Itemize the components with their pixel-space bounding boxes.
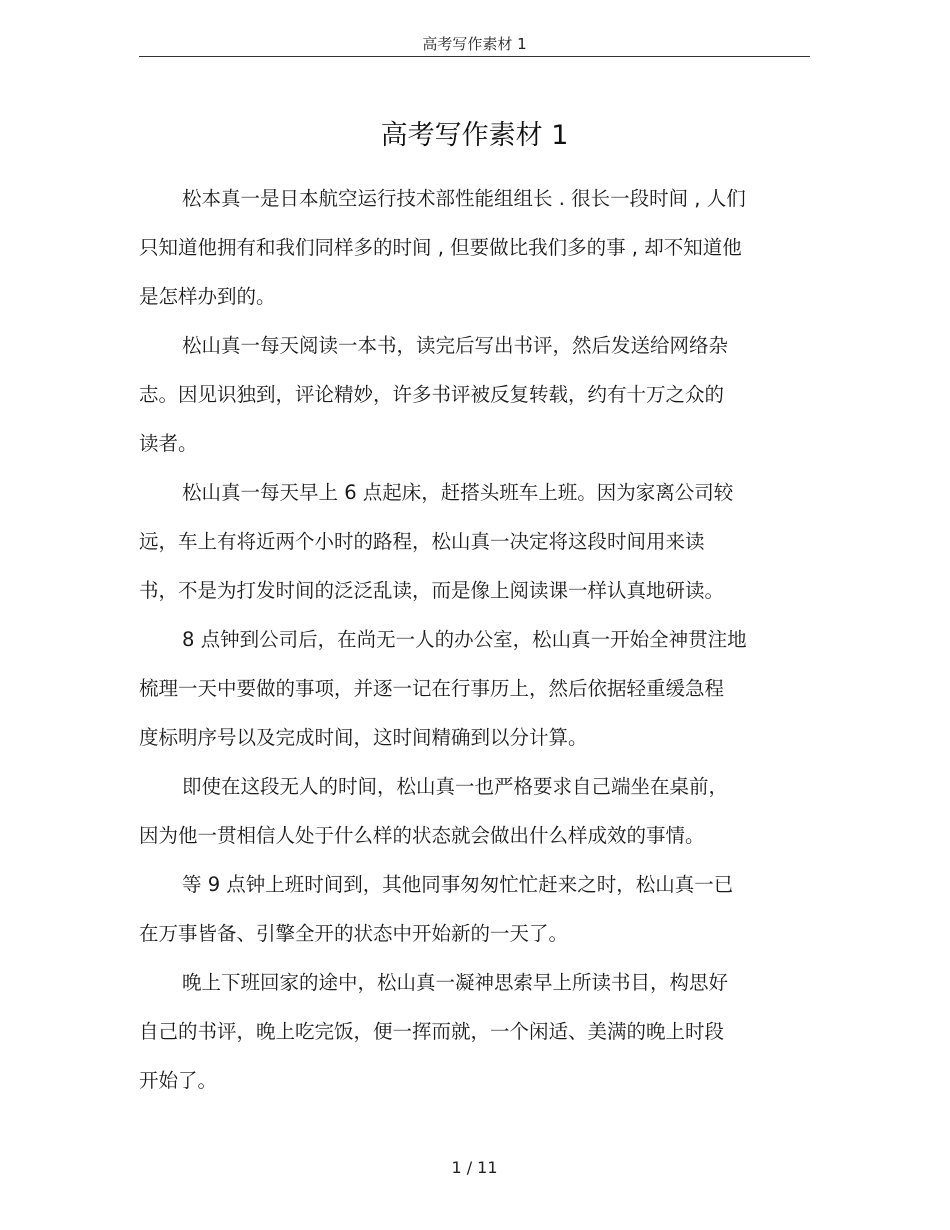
running-header: 高考写作素材 1: [422, 35, 527, 53]
paragraph-3-line-1: 松山真一每天早上 6 点起床，赶搭头班车上班。因为家离公司较: [182, 481, 734, 504]
paragraph-6-line-1: 等 9 点钟上班时间到，其他同事匆匆忙忙赶来之时，松山真一已: [182, 873, 734, 896]
paragraph-1-line-3: 是怎样办到的。: [139, 285, 276, 308]
paragraph-2-line-1: 松山真一每天阅读一本书，读完后写出书评，然后发送给网络杂: [182, 334, 729, 357]
paragraph-7-line-2: 自己的书评，晚上吃完饭，便一挥而就，一个闲适、美满的晚上时段: [139, 1020, 725, 1043]
document-title: 高考写作素材 1: [380, 120, 569, 151]
paragraph-3-line-2: 远，车上有将近两个小时的路程，松山真一决定将这段时间用来读: [139, 530, 705, 553]
paragraph-1-line-1: 松本真一是日本航空运行技术部性能组组长 . 很长一段时间 , 人们: [182, 187, 746, 210]
document-body: [139, 180, 811, 1111]
paragraph-4-line-3: 度标明序号以及完成时间，这时间精确到以分计算。: [139, 726, 588, 749]
paragraph-2-line-3: 读者。: [139, 432, 198, 455]
paragraph-4-line-1: 8 点钟到公司后，在尚无一人的办公室，松山真一开始全神贯注地: [182, 628, 747, 651]
paragraph-1-line-2: 只知道他拥有和我们同样多的时间 , 但要做比我们多的事 , 却不知道他: [139, 236, 742, 259]
paragraph-5-line-1: 即使在这段无人的时间，松山真一也严格要求自己端坐在桌前，: [182, 775, 729, 798]
paragraph-7-line-3: 开始了。: [139, 1069, 218, 1092]
paragraph-3-line-3: 书，不是为打发时间的泛泛乱读，而是像上阅读课一样认真地研读。: [139, 579, 725, 602]
paragraph-4-line-2: 梳理一天中要做的事项，并逐一记在行事历上，然后依据轻重缓急程: [139, 677, 725, 700]
paragraph-5-line-2: 因为他一贯相信人处于什么样的状态就会做出什么样成效的事情。: [139, 824, 705, 847]
page-number: 1 / 11: [451, 1158, 498, 1177]
paragraph-6-line-2: 在万事皆备、引擎全开的状态中开始新的一天了。: [139, 922, 569, 945]
paragraph-7-line-1: 晚上下班回家的途中，松山真一凝神思索早上所读书目，构思好: [182, 971, 729, 994]
header-divider: [139, 56, 810, 57]
paragraph-2-line-2: 志。因见识独到，评论精妙，许多书评被反复转载，约有十万之众的: [139, 383, 725, 406]
